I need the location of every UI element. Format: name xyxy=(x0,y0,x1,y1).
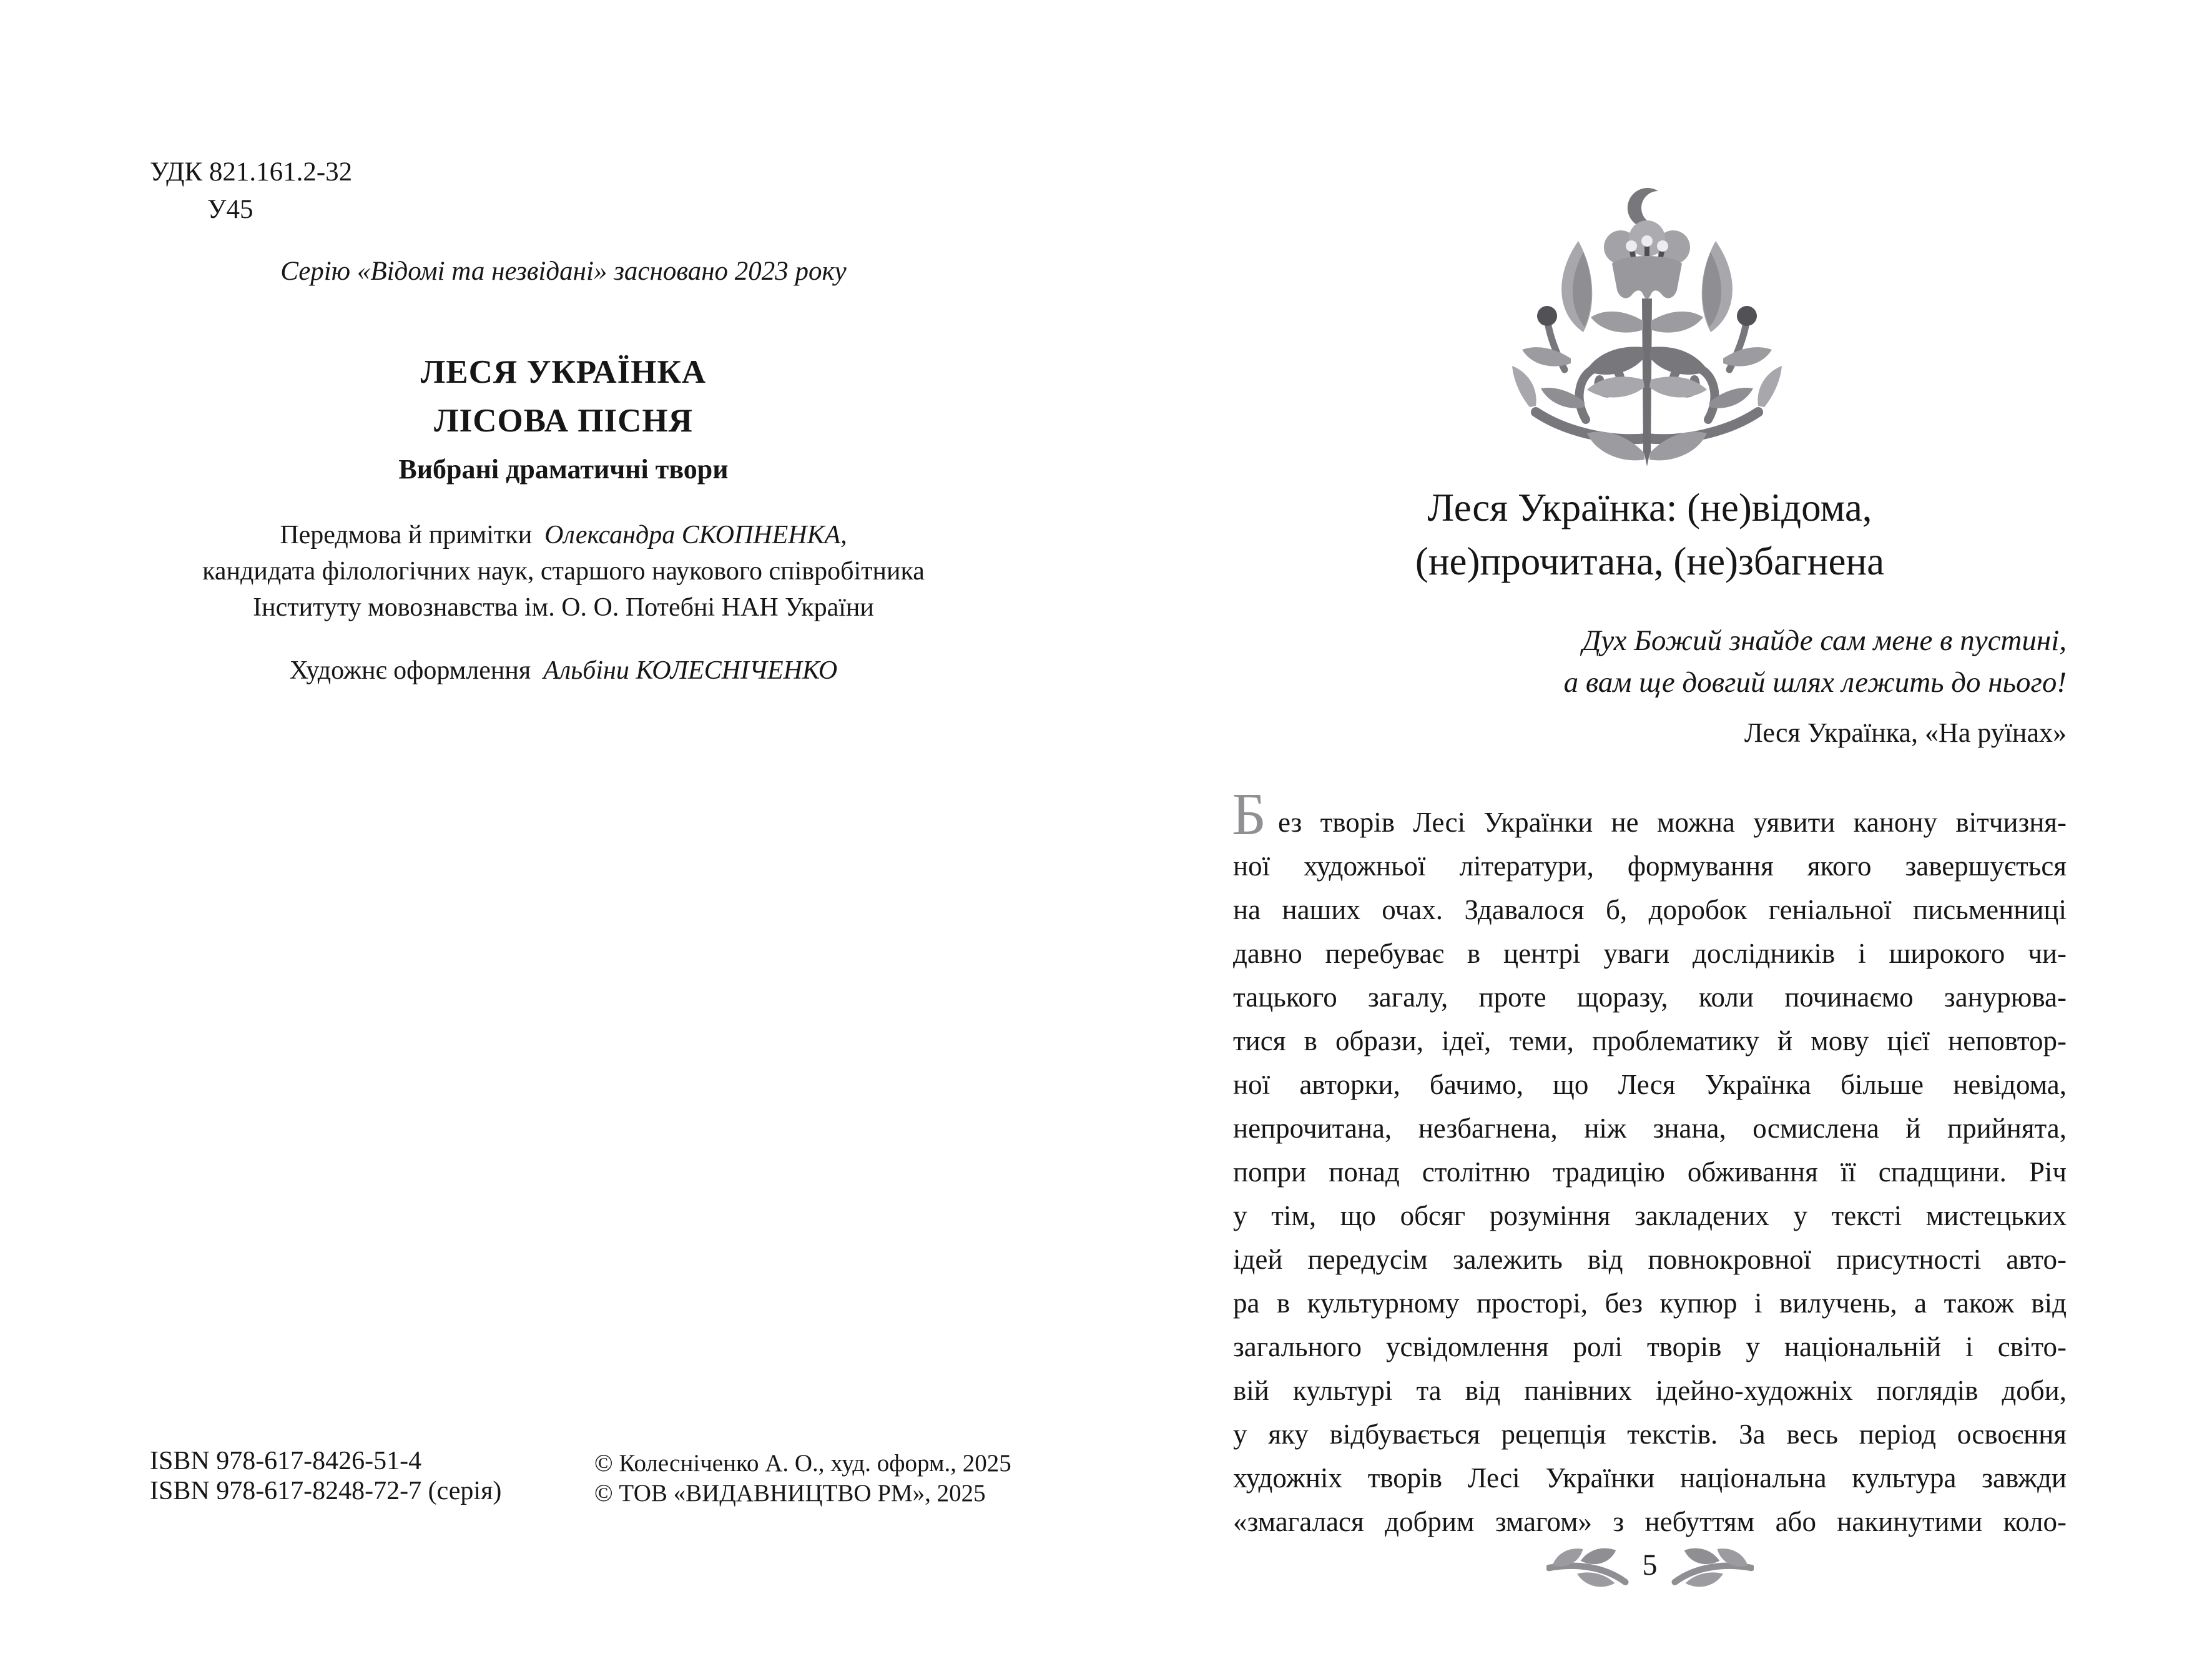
leaf-sprig-left-icon xyxy=(1546,1545,1629,1593)
page-number: 5 xyxy=(1642,1548,1658,1582)
body-text-line: ез творів Лесі Українки не можна уявити канону вітчизня- xyxy=(1278,807,2067,838)
udk-code: УДК 821.161.2-32 xyxy=(150,157,353,187)
body-text-line: ідей передусім залежить від повнокровної присутності авто- xyxy=(1233,1244,2067,1275)
isbn-book: ISBN 978-617-8426-51-4 xyxy=(150,1447,422,1475)
preface-line2: кандидата філологічних наук, старшого наукового співробітника xyxy=(202,557,925,586)
preface-credits xyxy=(159,517,968,626)
body-text-line: тися в образи, ідеї, теми, проблематику й мову цієї неповтор- xyxy=(1233,1025,2067,1056)
body-text-line: вій культурі та від панівних ідейно-художніх поглядів доби, xyxy=(1233,1375,2067,1406)
leaf-sprig-right-icon xyxy=(1671,1545,1754,1593)
udk-block xyxy=(150,154,352,229)
body-text-line: ної художньої літератури, формування якого завершується xyxy=(1233,850,2067,882)
copyright-line2: © ТОВ «ВИДАВНИЦТВО РМ», 2025 xyxy=(594,1480,986,1507)
preface-prefix: Передмова й примітки xyxy=(280,521,533,549)
page-footer xyxy=(1233,1545,2067,1593)
design-credit xyxy=(159,656,968,686)
body-text-line: непрочитана, незбагнена, ніж знана, осмислена й прийнята, xyxy=(1233,1113,2067,1144)
preface-editor-name: Олександра СКОПНЕНКА, xyxy=(544,521,847,549)
preface-line1 xyxy=(159,517,968,553)
body-text-lines xyxy=(1233,844,2067,1543)
epigraph xyxy=(1233,620,2067,704)
body-text-line: у яку відбувається рецепція текстів. За весь період освоєння xyxy=(1233,1419,2067,1450)
epigraph-line1: Дух Божий знайде сам мене в пустині, xyxy=(1582,624,2067,657)
chapter-title-line2: (не)прочитана, (не)збагнена xyxy=(1415,539,1885,583)
design-artist-name: Альбіни КОЛЕСНІЧЕНКО xyxy=(543,656,838,685)
body-text-line: ра в культурному просторі, без купюр і вилучень, а також від xyxy=(1233,1287,2067,1319)
body-text-line: у тім, що обсяг розуміння закладених у тексті мистецьких xyxy=(1233,1200,2067,1231)
body-text-line: на наших очах. Здавалося б, доробок геніальної письменниці xyxy=(1233,894,2067,925)
copyright-line1: © Колесніченко А. О., худ. оформ., 2025 xyxy=(594,1450,1011,1477)
epigraph-attribution: Леся Українка, «На руїнах» xyxy=(1744,717,2067,748)
book-author: ЛЕСЯ УКРАЇНКА xyxy=(420,354,707,390)
drop-cap: Б xyxy=(1232,780,1267,847)
body-text-line: художніх творів Лесі Українки національна культура завжди xyxy=(1233,1462,2067,1494)
epigraph-line2: а вам ще довгий шлях лежить до нього! xyxy=(1563,666,2067,699)
body-text-line: попри понад столітню традицію обживання її спадщини. Річ xyxy=(1233,1156,2067,1188)
flower-moon-ornament-icon xyxy=(1511,160,1783,467)
body-text xyxy=(1232,780,2067,1543)
chapter-title-line1: Леся Українка: (не)відома, xyxy=(1427,486,1872,529)
isbn-block xyxy=(150,1446,501,1506)
isbn-series: ISBN 978-617-8248-72-7 (серія) xyxy=(150,1477,502,1505)
chapter-title xyxy=(1233,481,2067,588)
book-title: ЛІСОВА ПІСНЯ xyxy=(434,403,693,439)
design-prefix: Художнє оформлення xyxy=(289,656,531,685)
body-text-line: ної авторки, бачимо, що Леся Українка більше невідома, xyxy=(1233,1069,2067,1100)
preface-line3: Інституту мовознавства ім. О. О. Потебні НАН України xyxy=(253,593,874,622)
book-subtitle: Вибрані драматичні твори xyxy=(398,454,729,485)
copyright-block xyxy=(594,1449,1011,1509)
series-note: Серію «Відомі та незвідані» засновано 2023 року xyxy=(280,257,847,286)
body-text-line: «змагалася добрим змагом» з небуттям або накинутими коло- xyxy=(1233,1506,2067,1537)
body-text-line: давно перебуває в центрі уваги дослідників і широкого чи- xyxy=(1233,938,2067,969)
body-text-line: загального усвідомлення ролі творів у національній і світо- xyxy=(1233,1331,2067,1362)
body-text-line: тацького загалу, проте щоразу, коли починаємо занурюва- xyxy=(1233,982,2067,1013)
udk-author-code: У45 xyxy=(207,195,253,224)
